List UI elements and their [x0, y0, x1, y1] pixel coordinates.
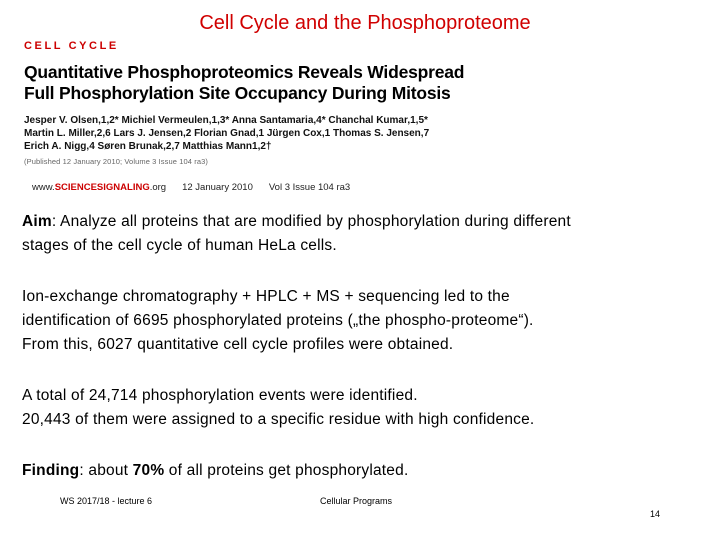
paper-title	[24, 62, 520, 104]
finding-text-b: of all proteins get phosphorylated.	[164, 462, 409, 479]
published-note: (Published 12 January 2010; Volume 3 Issue 104 ra3)	[24, 157, 208, 166]
journal-url-prefix: www.	[32, 182, 55, 193]
footer-course: Cellular Programs	[320, 496, 393, 506]
aim-line-2: stages of the cell cycle of human HeLa cells.	[22, 237, 337, 254]
finding-paragraph	[22, 459, 702, 483]
journal-date: 12 January 2010	[182, 182, 253, 193]
results-line-1: A total of 24,714 phosphorylation events were identified.	[22, 387, 418, 404]
methods-line-2: identification of 6695 phosphorylated proteins („the phospho-proteome“).	[22, 312, 534, 329]
authors-line-3: Erich A. Nigg,4 Søren Brunak,2,7 Matthias Mann1,2†	[24, 141, 272, 152]
paper-title-line-1: Quantitative Phosphoproteomics Reveals Widespread	[24, 62, 465, 82]
methods-line-1: Ion-exchange chromatography + HPLC + MS + sequencing led to the	[22, 288, 510, 305]
authors-line-1: Jesper V. Olsen,1,2* Michiel Vermeulen,1,3* Anna Santamaria,4* Chanchal Kumar,1,5*	[24, 115, 428, 126]
methods-line-3: From this, 6027 quantitative cell cycle profiles were obtained.	[22, 336, 454, 353]
aim-line-1	[22, 210, 702, 234]
paper-section-label: CELL CYCLE	[24, 40, 119, 52]
journal-volume: Vol 3 Issue 104 ra3	[268, 182, 351, 193]
finding-text-a: : about	[79, 462, 133, 479]
journal-citation	[32, 182, 350, 193]
slide-title: Cell Cycle and the Phosphoproteome	[199, 12, 531, 34]
journal-brand: SCIENCESIGNALING	[54, 182, 150, 193]
authors-line-2: Martin L. Miller,2,6 Lars J. Jensen,2 Florian Gnad,1 Jürgen Cox,1 Thomas S. Jensen,7	[24, 128, 430, 139]
aim-text: : Analyze all proteins that are modified by phosphorylation during different	[51, 213, 571, 230]
results-paragraph	[22, 384, 702, 432]
finding-percent: 70%	[132, 462, 165, 479]
methods-paragraph	[22, 285, 702, 357]
footer-lecture: WS 2017/18 - lecture 6	[60, 496, 153, 506]
journal-url-suffix: .org	[149, 182, 167, 193]
aim-label: Aim	[22, 213, 52, 230]
paper-title-line-2: Full Phosphorylation Site Occupancy During Mitosis	[24, 83, 451, 103]
results-line-2: 20,443 of them were assigned to a specific residue with high confidence.	[22, 411, 535, 428]
finding-label: Finding	[22, 462, 80, 479]
finding-line	[22, 459, 702, 483]
paper-header-clipping	[20, 38, 520, 210]
paper-authors	[24, 114, 520, 153]
aim-paragraph	[22, 210, 702, 258]
page-number: 14	[650, 509, 661, 519]
